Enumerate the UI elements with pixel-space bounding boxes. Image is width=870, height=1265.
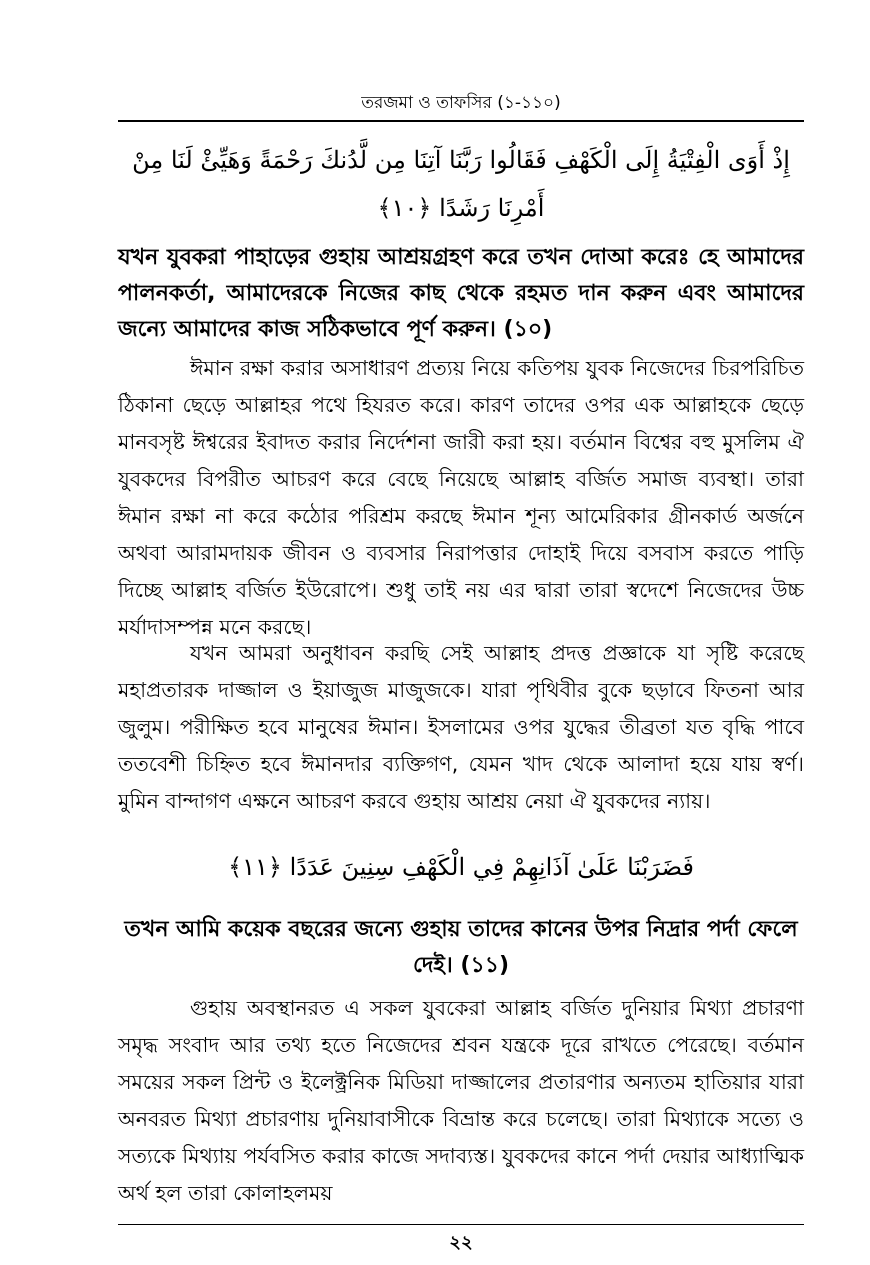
verse-11-translation: তখন আমি কয়েক বছরের জন্যে গুহায় তাদের কানের উপর নিদ্রার পর্দা ফেলে দেই। (১১) — [124, 917, 798, 978]
commentary-paragraph-2: যখন আমরা অনুধাবন করছি সেই আল্লাহ প্রদত্ত প্রজ্ঞাকে যা সৃষ্টি করেছে মহাপ্রতারক দাজ্জাল ও ইয়াজুজ মাজুজকে। যারা পৃথিবীর বুকে ছড়াবে ফিতনা আর জুলুম। পরীক্ষিত হবে মানুষের ঈমান। ইসলামের ওপর যুদ্ধের তীব্রতা যত বৃদ্ধি পাবে ততবেশী চিহ্নিত হবে ঈমানদার ব্যক্তিগণ, যেমন খাদ থেকে আলাদা হয়ে যায় স্বর্ণ। মুমিন বান্দাগণ এক্ষনে আচরণ করবে গুহায় আশ্রয় নেয়া ঐ যুবকদের ন্যায়। — [118, 641, 804, 813]
verse-10-translation: যখন যুবকরা পাহাড়ের গুহায় আশ্রয়গ্রহণ করে তখন দোআ করেঃ হে আমাদের পালনকর্তা, আমাদেরকে নিজের কাছ থেকে রহমত দান করুন এবং আমাদের জন্যে আমাদের কাজ সঠিকভাবে পূর্ণ করুন। (১০) — [118, 245, 804, 342]
commentary-paragraph-1: ঈমান রক্ষা করার অসাধারণ প্রত্যয় নিয়ে কতিপয় যুবক নিজেদের চিরপরিচিত ঠিকানা ছেড়ে আল্লাহর পথে হিযরত করে। কারণ তাদের ওপর এক আল্লাহকে ছেড়ে মানবসৃষ্ট ঈশ্বরের ইবাদত করার নির্দেশনা জারী করা হয়। বর্তমান বিশ্বের বহু মুসলিম ঐ যুবকদের বিপরীত আচরণ করে বেছে নিয়েছে আল্লাহ বর্জিত সমাজ ব্যবস্থা। তারা ঈমান রক্ষা না করে কঠোর পরিশ্রম করছে ঈমান শূন্য আমেরিকার গ্রীনকার্ড অর্জনে অথবা আরামদায়ক জীবন ও ব্যবসার নিরাপত্তার দোহাই দিয়ে বসবাস করতে পাড়ি দিচ্ছে আল্লাহ বর্জিত ইউরোপে। শুধু তাই নয় এর দ্বারা তারা স্বদেশে নিজেদের উচ্চ মর্যাদাসম্পন্ন মনে করছে। — [118, 356, 804, 639]
commentary-paragraph-3: গুহায় অবস্থানরত এ সকল যুবকেরা আল্লাহ বর্জিত দুনিয়ার মিথ্যা প্রচারণা সমৃদ্ধ সংবাদ আর তথ্য হতে নিজেদের শ্রবন যন্ত্রকে দূরে রাখতে পেরেছে। বর্তমান সময়ের সকল প্রিন্ট ও ইলেক্ট্রনিক মিডিয়া দাজ্জালের প্রতারণার অন্যতম হাতিয়ার যারা অনবরত মিথ্যা প্রচারণায় দুনিয়াবাসীকে বিভ্রান্ত করে চলেছে। তারা মিথ্যাকে সত্যে ও সত্যকে মিথ্যায় পর্যবসিত করার কাজে সদাব্যস্ত। যুবকদের কানে পর্দা দেয়ার আধ্যাত্মিক অর্থ হল তারা কোলাহলময় — [118, 996, 804, 1205]
header-divider — [118, 120, 804, 122]
footer-divider — [118, 1224, 804, 1225]
arabic-verse-11: فَضَرَبْنَا عَلَىٰ آذَانِهِمْ فِي الْكَهْفِ سِنِينَ عَدَدًا ﴿١١﴾ — [228, 853, 694, 881]
page-number: ২২ — [449, 1232, 473, 1253]
running-header: তরজমা ও তাফসির (১-১১০) — [361, 93, 561, 113]
arabic-verse-10: إِذْ أَوَى الْفِتْيَةُ إِلَى الْكَهْفِ فَقَالُوا رَبَّنَا آتِنَا مِن لَّدُنكَ رَحْمَةً وَهَيِّئْ لَنَا مِنْ أَمْرِنَا رَشَدًا ﴿١٠﴾ — [132, 146, 790, 222]
